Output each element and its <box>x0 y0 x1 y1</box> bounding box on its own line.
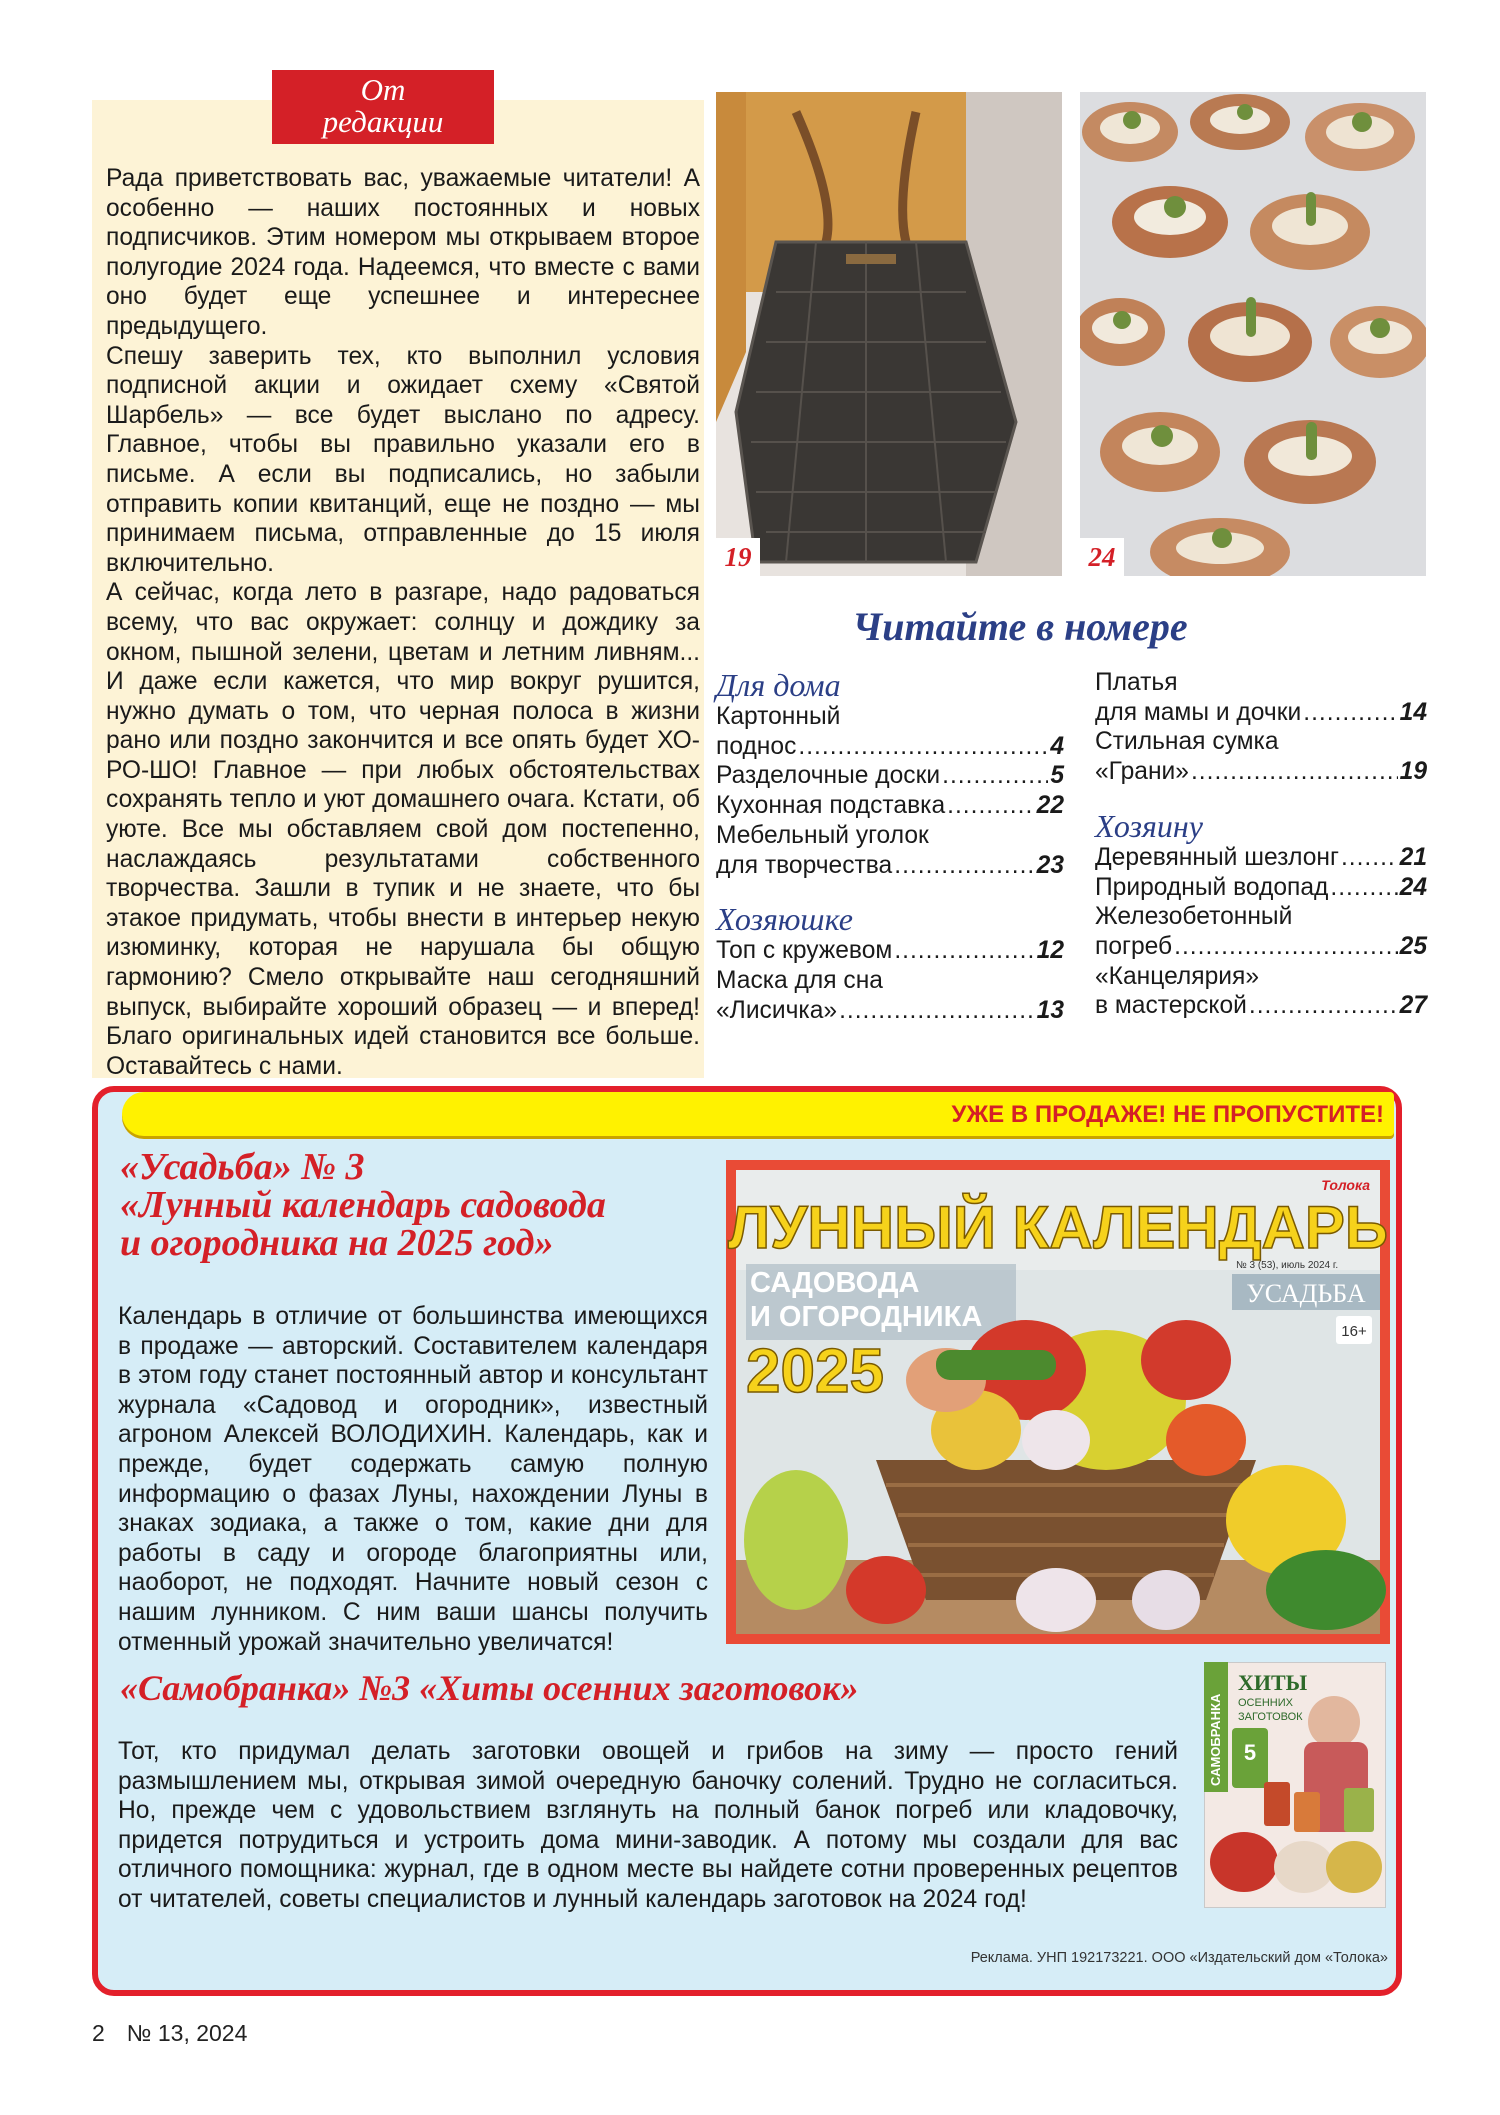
shells-cactus-photo <box>1080 92 1426 576</box>
samobranka-cover-title-1: ХИТЫ <box>1238 1670 1308 1695</box>
toc-page-number: 24 <box>1399 873 1427 901</box>
shells-page-badge: 24 <box>1080 538 1124 576</box>
page-number: 2 <box>92 2020 105 2046</box>
toc-entry-title: Деревянный шезлонг <box>1095 843 1339 871</box>
toc-page-number: 25 <box>1399 932 1427 960</box>
samobranka-cover-title-3: ЗАГОТОВОК <box>1238 1711 1303 1723</box>
lunar-calendar-cover <box>726 1160 1390 1644</box>
page-footer <box>92 2020 269 2047</box>
toc-entry[interactable] <box>716 966 1064 1025</box>
toc-page-number: 12 <box>1036 937 1064 965</box>
autumn-preserves-cover <box>1204 1662 1386 1908</box>
toc-entry-title-line: Стильная сумка <box>1095 728 1279 756</box>
toc-entry-title-line: «Канцелярия» <box>1095 962 1260 990</box>
toc-page-number: 23 <box>1036 851 1064 879</box>
cover-age-rating: 16+ <box>1341 1323 1367 1340</box>
toc-page-number: 13 <box>1036 996 1064 1024</box>
toc-page-number: 19 <box>1399 758 1427 786</box>
cover-subtitle-1: САДОВОДА <box>750 1267 920 1299</box>
toc-entry[interactable] <box>1095 843 1427 873</box>
toc-entry-title: Топ с кружевом <box>716 937 893 965</box>
usadba-title-line: «Усадьба» № 3 <box>120 1146 365 1188</box>
toc-section-heading: Для дома <box>716 667 841 703</box>
samobranka-cover-brand: САМОБРАНКА <box>1208 1693 1223 1786</box>
toc-entry-title-line: Железобетонный <box>1095 903 1293 931</box>
toc-entry-title: погреб <box>1095 932 1173 960</box>
toc-page-number: 4 <box>1050 732 1064 760</box>
ad-disclaimer: Реклама. УНП 192173221. ООО «Издательский дом «Толока» <box>970 1950 1388 1966</box>
cover-year: 2025 <box>746 1337 884 1406</box>
toc-dot-leader <box>839 996 1035 1026</box>
editorial-tag-line2: редакции <box>322 104 444 139</box>
toc-page-number: 21 <box>1399 843 1427 871</box>
toc-entry-title: «Лисичка» <box>716 996 838 1024</box>
toc-page-number: 5 <box>1050 762 1064 790</box>
toc-page-number: 14 <box>1399 698 1427 726</box>
toc-dot-leader <box>1191 757 1398 787</box>
toc-entry-title: для мамы и дочки <box>1095 698 1302 726</box>
toc-title: Читайте в номере <box>852 604 1188 649</box>
toc-entry-title-line: Мебельный уголок <box>716 821 929 849</box>
toc-entry[interactable] <box>1095 873 1427 903</box>
toc-entry[interactable] <box>1095 962 1427 1021</box>
editorial-text <box>106 164 700 1081</box>
usadba-title <box>120 1148 720 1262</box>
toc-dot-leader <box>942 761 1048 791</box>
toc-dot-leader <box>798 732 1048 762</box>
cover-magazine-name: УСАДЬБА <box>1246 1279 1366 1308</box>
toc-dot-leader <box>1341 843 1398 873</box>
editorial-tag <box>272 70 494 144</box>
toc-entry-title: Кухонная подставка <box>716 792 946 820</box>
usadba-title-line: и огородника на 2025 год» <box>120 1222 554 1264</box>
toc-entry[interactable] <box>1095 668 1427 727</box>
toc-page-number: 27 <box>1399 992 1427 1020</box>
editorial-paragraph: Спешу заверить тех, кто выполнил условия подписной акции и ожидает схему «Святой Шарбель» — все будет выслано по адресу. Главное, чтобы вы правильно указали его в письме. А если вы подписались, но забыли отправить копии квитанций, еще не поздно — мы принимаем письма, отправленные до 15 июля включительно. <box>106 342 700 577</box>
toc-dot-leader <box>947 791 1035 821</box>
usadba-description: Календарь в отличие от большинства имеющихся в продаже — авторский. Составителем календаря в этом году станет постоянный автор и консультант журнала «Садовод и огородник», известный агроном Алексей ВОЛОДИХИН. Календарь, как и прежде, будет содержать самую полную информацию о фазах Луны, нахождении Луны в знаках зодиака, а также о том, какие дни для работы в саду и огороде благоприятны или, наоборот, не подходят. Начните новый сезон с нашим лунником. С ним ваши шансы получить отменный урожай значительно увеличатся! <box>118 1303 708 1656</box>
cover-issue: № 3 (53), июль 2024 г. <box>1236 1260 1339 1271</box>
ad-banner-text: УЖЕ В ПРОДАЖЕ! НЕ ПРОПУСТИТЕ! <box>951 1101 1384 1128</box>
samobranka-title: «Самобранка» №3 «Хиты осенних заготовок» <box>120 1668 859 1708</box>
toc-entry-title: в мастерской <box>1095 992 1247 1020</box>
toc-entry[interactable] <box>1095 902 1427 961</box>
toc-entry-title-line: Маска для сна <box>716 966 883 994</box>
samobranka-description: Тот, кто придумал делать заготовки овощей и грибов на зиму — просто гений размышлением мы, открывая зимой очередную баночку солений. Трудно не согласиться. Но, прежде чем с удовольствием взглянуть на полный банок погреб или кладовочку, придется потрудиться и устроить дома мини-заводик. А потому мы создали для вас отличного помощника: журнал, где в одном месте вы найдете сотни проверенных рецептов от читателей, советы специалистов и лунный календарь заготовок на 2024 год! <box>118 1738 1178 1913</box>
toc-right-column <box>1095 668 1427 1021</box>
toc-entry-title: Природный водопад <box>1095 873 1329 901</box>
toc-entry-title: Разделочные доски <box>716 762 941 790</box>
bag-page-badge: 19 <box>716 538 760 576</box>
toc-entry[interactable] <box>716 761 1064 791</box>
toc-entry-title: «Грани» <box>1095 758 1189 786</box>
toc-section-heading: Хозяину <box>1095 807 1203 844</box>
toc-entry[interactable] <box>716 702 1064 761</box>
toc-entry-title: поднос <box>716 732 797 760</box>
editorial-tag-line1: От <box>360 72 406 107</box>
ad-banner <box>122 1092 1394 1136</box>
samobranka-cover-title-2: ОСЕННИХ <box>1238 1697 1293 1709</box>
toc-entry-title-line: Картонный <box>716 703 841 730</box>
toc-dot-leader <box>1174 932 1398 962</box>
cover-brand: Толока <box>1321 1177 1370 1193</box>
editorial-paragraph: А сейчас, когда лето в разгаре, надо радоваться всему, что вас окружает: солнцу и дождику за окном, пышной зелени, цветам и летним ливням... И даже если кажется, что мир вокруг рушится, нужно думать о том, что черная полоса в жизни рано или поздно закончится и все опять будет ХО-РО-ШО! Главное — при любых обстоятельствах сохранять тепло и уют домашнего очага. Кстати, об уюте. Все мы обставляем свой дом постепенно, наслаждаясь результатами собственного творчества. Зашли в тупик и не знаете, что бы этакое придумать, чтобы внести в интерьер некую изюминку, которая не нарушала бы общую гармонию? Смело открывайте наш сегодняшний выпуск, выбирайте хороший образец — и вперед! Благо оригинальных идей становится все больше. Оставайтесь с нами. <box>106 579 700 1080</box>
toc-entry-title: для творчества <box>716 851 893 879</box>
cover-title: ЛУННЫЙ КАЛЕНДАРЬ <box>728 1194 1388 1261</box>
toc-section-heading: Хозяюшке <box>716 901 853 938</box>
toc-entry-title-line: Платья <box>1095 669 1178 696</box>
toc-entry[interactable] <box>1095 727 1427 786</box>
cover-subtitle-2: И ОГОРОДНИКА <box>750 1301 983 1333</box>
toc-entry[interactable] <box>716 821 1064 880</box>
toc-dot-leader <box>894 851 1034 881</box>
editorial-paragraph: Рада приветствовать вас, уважаемые читатели! А особенно — наших постоянных и новых подписчиков. Этим номером мы открываем второе полугодие 2024 года. Надеемся, что вместе с вами оно будет еще успешнее и интереснее предыдущего. <box>106 165 700 340</box>
samobranka-cover-number: 5 <box>1243 1740 1257 1765</box>
crochet-bag-photo <box>716 92 1062 576</box>
toc-dot-leader <box>894 936 1034 966</box>
issue-number: № 13, 2024 <box>126 2020 248 2046</box>
toc-entry[interactable] <box>716 791 1064 821</box>
toc-page-number: 22 <box>1036 792 1064 820</box>
usadba-title-line: «Лунный календарь садовода <box>120 1184 606 1226</box>
toc-dot-leader <box>1303 698 1397 728</box>
toc-dot-leader <box>1330 873 1397 903</box>
toc-left-column <box>716 668 1064 1025</box>
toc-dot-leader <box>1249 991 1398 1021</box>
toc-entry[interactable] <box>716 936 1064 966</box>
